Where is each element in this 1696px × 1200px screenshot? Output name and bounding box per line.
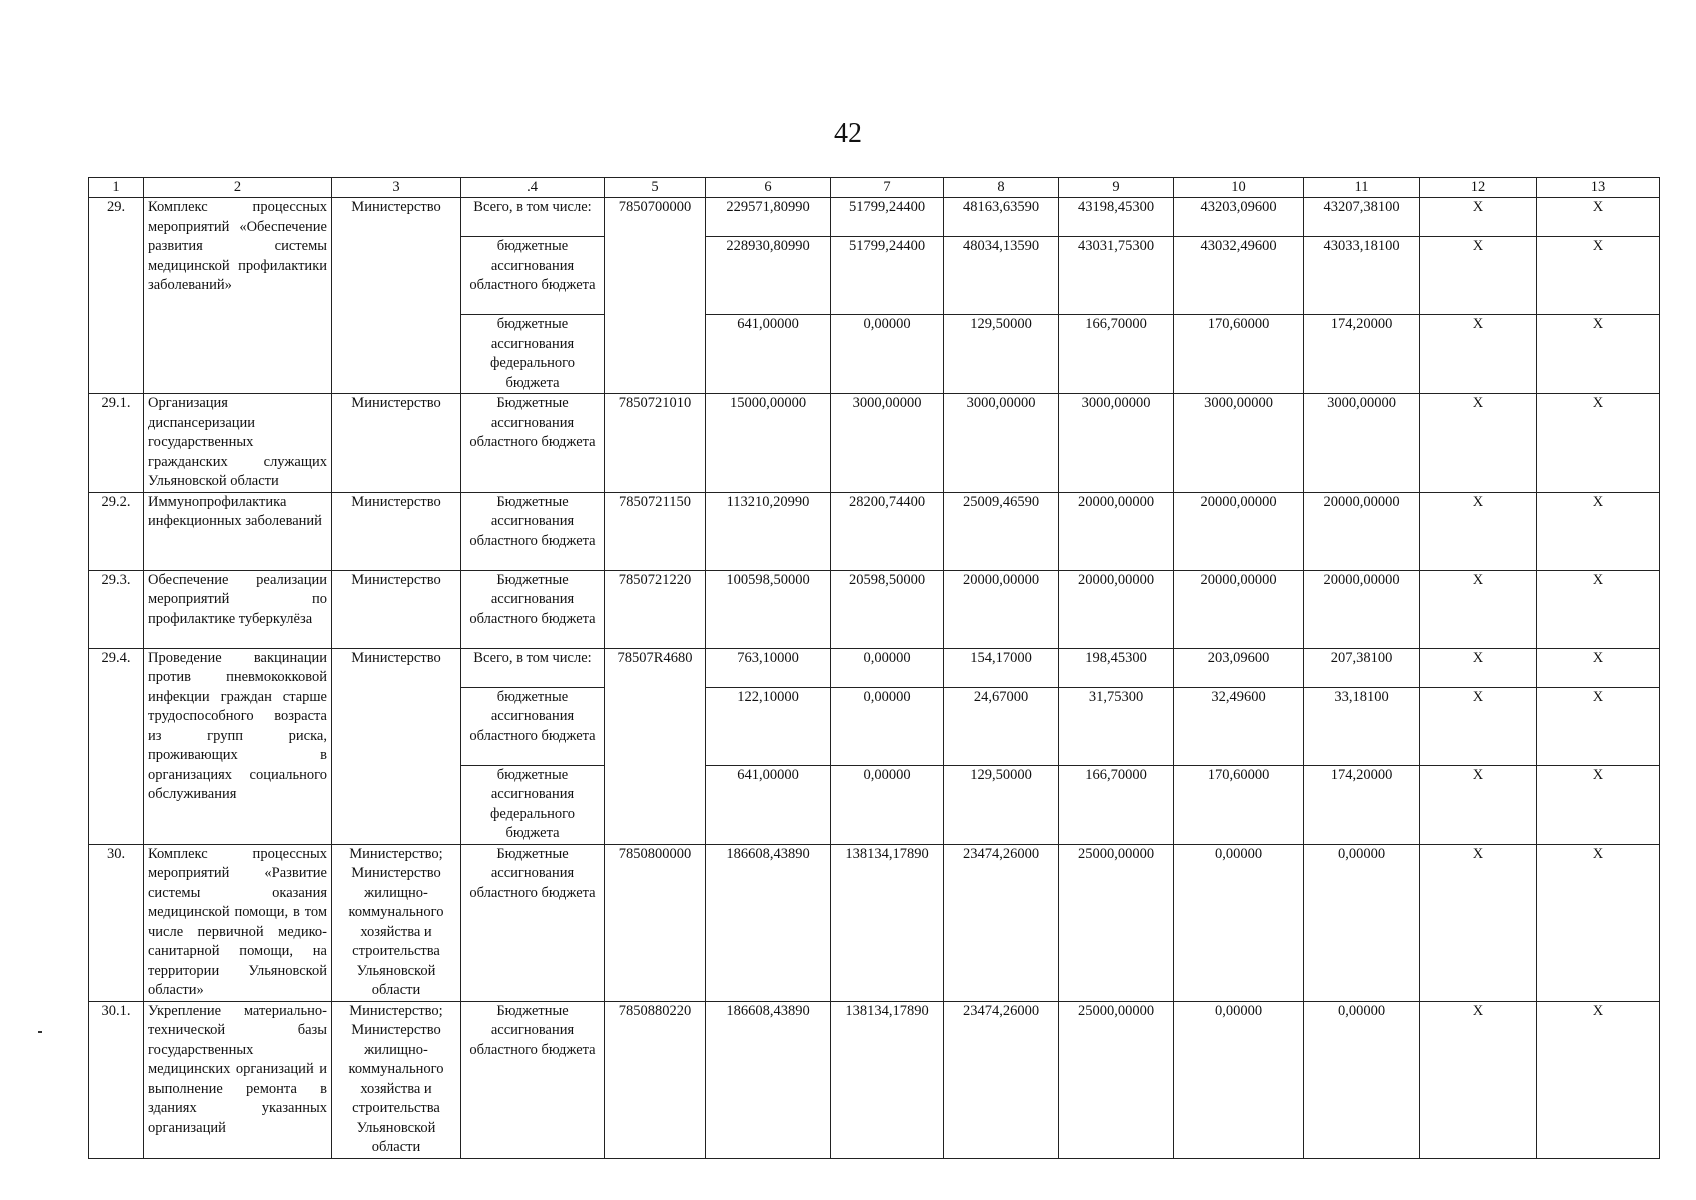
funding-source: Всего, в том числе: — [461, 648, 605, 687]
x-mark: X — [1420, 687, 1537, 765]
column-number: 11 — [1304, 178, 1420, 198]
executor: Министерство; Министерство жилищно-коммунального хозяйства и строительства Ульяновской области — [332, 1001, 461, 1158]
amount-year: 0,00000 — [1174, 1001, 1304, 1158]
activity-name: Иммунопрофилактика инфекционных заболеваний — [144, 492, 332, 570]
amount-year: 0,00000 — [831, 648, 944, 687]
amount-year: 170,60000 — [1174, 765, 1304, 844]
budget-code: 78507R4680 — [605, 648, 706, 844]
amount-total: 186608,43890 — [706, 844, 831, 1001]
activity-name: Комплекс процессных мероприятий «Обеспечение развития системы медицинской профилактики заболеваний» — [144, 198, 332, 394]
row-number: 30. — [89, 844, 144, 1001]
x-mark: X — [1537, 570, 1660, 648]
column-number: 13 — [1537, 178, 1660, 198]
amount-year: 20000,00000 — [944, 570, 1059, 648]
amount-year: 3000,00000 — [1304, 394, 1420, 493]
amount-year: 32,49600 — [1174, 687, 1304, 765]
table-row — [89, 844, 1660, 1001]
amount-year: 20000,00000 — [1304, 492, 1420, 570]
executor: Министерство — [332, 198, 461, 394]
amount-year: 25009,46590 — [944, 492, 1059, 570]
funding-source: бюджетные ассигнования федерального бюджета — [461, 765, 605, 844]
x-mark: X — [1537, 1001, 1660, 1158]
budget-code: 7850880220 — [605, 1001, 706, 1158]
column-number: 2 — [144, 178, 332, 198]
budget-code: 7850800000 — [605, 844, 706, 1001]
amount-year: 166,70000 — [1059, 315, 1174, 394]
funding-source: Бюджетные ассигнования областного бюджета — [461, 844, 605, 1001]
x-mark: X — [1420, 492, 1537, 570]
row-number: 29.4. — [89, 648, 144, 844]
x-mark: X — [1420, 570, 1537, 648]
amount-total: 641,00000 — [706, 315, 831, 394]
row-number: 29.1. — [89, 394, 144, 493]
amount-year: 198,45300 — [1059, 648, 1174, 687]
amount-year: 20598,50000 — [831, 570, 944, 648]
row-number: 29. — [89, 198, 144, 394]
table-row — [89, 394, 1660, 493]
amount-total: 15000,00000 — [706, 394, 831, 493]
amount-year: 20000,00000 — [1174, 492, 1304, 570]
amount-year: 43033,18100 — [1304, 237, 1420, 315]
x-mark: X — [1420, 198, 1537, 237]
column-number: 7 — [831, 178, 944, 198]
amount-total: 122,10000 — [706, 687, 831, 765]
amount-year: 20000,00000 — [1059, 570, 1174, 648]
amount-year: 43032,49600 — [1174, 237, 1304, 315]
amount-year: 43031,75300 — [1059, 237, 1174, 315]
amount-year: 129,50000 — [944, 315, 1059, 394]
amount-year: 3000,00000 — [944, 394, 1059, 493]
scan-mark — [38, 1031, 42, 1033]
amount-year: 138134,17890 — [831, 1001, 944, 1158]
column-number-row — [89, 178, 1660, 198]
amount-total: 641,00000 — [706, 765, 831, 844]
column-number: 9 — [1059, 178, 1174, 198]
executor: Министерство — [332, 570, 461, 648]
amount-year: 0,00000 — [831, 687, 944, 765]
column-number: 5 — [605, 178, 706, 198]
x-mark: X — [1537, 687, 1660, 765]
x-mark: X — [1537, 648, 1660, 687]
amount-year: 207,38100 — [1304, 648, 1420, 687]
amount-year: 138134,17890 — [831, 844, 944, 1001]
amount-year: 31,75300 — [1059, 687, 1174, 765]
amount-total: 229571,80990 — [706, 198, 831, 237]
budget-code: 7850721220 — [605, 570, 706, 648]
row-number: 30.1. — [89, 1001, 144, 1158]
budget-code: 7850700000 — [605, 198, 706, 394]
table-row — [89, 198, 1660, 237]
amount-year: 0,00000 — [831, 315, 944, 394]
executor: Министерство — [332, 648, 461, 844]
executor: Министерство; Министерство жилищно-коммунального хозяйства и строительства Ульяновской области — [332, 844, 461, 1001]
amount-year: 24,67000 — [944, 687, 1059, 765]
amount-year: 154,17000 — [944, 648, 1059, 687]
amount-year: 3000,00000 — [831, 394, 944, 493]
funding-source: бюджетные ассигнования федерального бюджета — [461, 315, 605, 394]
amount-year: 170,60000 — [1174, 315, 1304, 394]
amount-year: 203,09600 — [1174, 648, 1304, 687]
column-number: 10 — [1174, 178, 1304, 198]
x-mark: X — [1537, 237, 1660, 315]
activity-name: Укрепление материально-технической базы государственных медицинских организаций и выполнение ремонта в зданиях указанных организаций — [144, 1001, 332, 1158]
x-mark: X — [1537, 315, 1660, 394]
amount-year: 20000,00000 — [1174, 570, 1304, 648]
amount-total: 228930,80990 — [706, 237, 831, 315]
column-number: .4 — [461, 178, 605, 198]
x-mark: X — [1537, 492, 1660, 570]
amount-year: 0,00000 — [1174, 844, 1304, 1001]
x-mark: X — [1420, 394, 1537, 493]
amount-year: 0,00000 — [831, 765, 944, 844]
amount-year: 51799,24400 — [831, 198, 944, 237]
budget-code: 7850721150 — [605, 492, 706, 570]
activity-name: Организация диспансеризации государственных гражданских служащих Ульяновской области — [144, 394, 332, 493]
amount-year: 129,50000 — [944, 765, 1059, 844]
amount-total: 100598,50000 — [706, 570, 831, 648]
funding-source: бюджетные ассигнования областного бюджета — [461, 237, 605, 315]
amount-year: 3000,00000 — [1174, 394, 1304, 493]
x-mark: X — [1420, 844, 1537, 1001]
x-mark: X — [1537, 394, 1660, 493]
activity-name: Обеспечение реализации мероприятий по профилактике туберкулёза — [144, 570, 332, 648]
x-mark: X — [1537, 844, 1660, 1001]
x-mark: X — [1420, 765, 1537, 844]
funding-source: Бюджетные ассигнования областного бюджета — [461, 1001, 605, 1158]
amount-year: 33,18100 — [1304, 687, 1420, 765]
funding-source: Бюджетные ассигнования областного бюджета — [461, 570, 605, 648]
executor: Министерство — [332, 394, 461, 493]
amount-year: 20000,00000 — [1304, 570, 1420, 648]
funding-source: бюджетные ассигнования областного бюджета — [461, 687, 605, 765]
x-mark: X — [1420, 315, 1537, 394]
row-number: 29.3. — [89, 570, 144, 648]
amount-year: 20000,00000 — [1059, 492, 1174, 570]
budget-code: 7850721010 — [605, 394, 706, 493]
table-row — [89, 648, 1660, 687]
x-mark: X — [1420, 237, 1537, 315]
amount-year: 43207,38100 — [1304, 198, 1420, 237]
x-mark: X — [1537, 765, 1660, 844]
amount-year: 43203,09600 — [1174, 198, 1304, 237]
amount-year: 0,00000 — [1304, 1001, 1420, 1158]
amount-total: 763,10000 — [706, 648, 831, 687]
amount-year: 48034,13590 — [944, 237, 1059, 315]
amount-year: 174,20000 — [1304, 315, 1420, 394]
page-number: 42 — [834, 118, 862, 149]
amount-year: 23474,26000 — [944, 1001, 1059, 1158]
amount-year: 43198,45300 — [1059, 198, 1174, 237]
x-mark: X — [1420, 1001, 1537, 1158]
amount-year: 25000,00000 — [1059, 1001, 1174, 1158]
funding-source: Бюджетные ассигнования областного бюджета — [461, 492, 605, 570]
amount-year: 23474,26000 — [944, 844, 1059, 1001]
amount-year: 3000,00000 — [1059, 394, 1174, 493]
column-number: 12 — [1420, 178, 1537, 198]
amount-year: 174,20000 — [1304, 765, 1420, 844]
amount-year: 0,00000 — [1304, 844, 1420, 1001]
amount-total: 113210,20990 — [706, 492, 831, 570]
activity-name: Проведение вакцинации против пневмококковой инфекции граждан старше трудоспособного возраста из групп риска, проживающих в организациях социального обслуживания — [144, 648, 332, 844]
executor: Министерство — [332, 492, 461, 570]
amount-total: 186608,43890 — [706, 1001, 831, 1158]
amount-year: 25000,00000 — [1059, 844, 1174, 1001]
amount-year: 28200,74400 — [831, 492, 944, 570]
column-number: 3 — [332, 178, 461, 198]
table-row — [89, 492, 1660, 570]
x-mark: X — [1537, 198, 1660, 237]
column-number: 8 — [944, 178, 1059, 198]
funding-source: Бюджетные ассигнования областного бюджета — [461, 394, 605, 493]
amount-year: 51799,24400 — [831, 237, 944, 315]
row-number: 29.2. — [89, 492, 144, 570]
amount-year: 48163,63590 — [944, 198, 1059, 237]
budget-table — [88, 177, 1660, 1159]
funding-source: Всего, в том числе: — [461, 198, 605, 237]
table-row — [89, 570, 1660, 648]
x-mark: X — [1420, 648, 1537, 687]
column-number: 1 — [89, 178, 144, 198]
activity-name: Комплекс процессных мероприятий «Развитие системы оказания медицинской помощи, в том числе первичной медико-санитарной помощи, на территории Ульяновской области» — [144, 844, 332, 1001]
table-row — [89, 1001, 1660, 1158]
amount-year: 166,70000 — [1059, 765, 1174, 844]
column-number: 6 — [706, 178, 831, 198]
